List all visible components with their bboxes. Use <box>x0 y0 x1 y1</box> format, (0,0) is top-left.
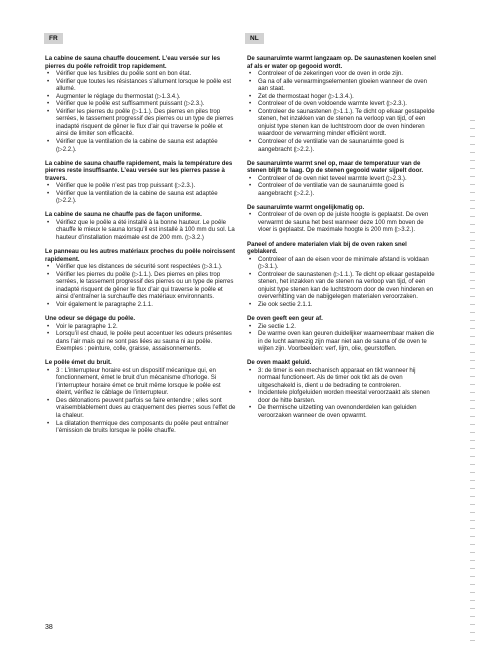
troubleshooting-section <box>247 160 438 198</box>
list-item: • Vérifier que toutes les résistances s’allument lorsque le poêle est allumé. <box>45 78 236 93</box>
page-number: 38 <box>45 624 53 631</box>
section-heading: De oven maakt geluid. <box>247 359 312 367</box>
list-item: • De warme oven kan geuren duidelijker waarneembaar maken die in de lucht aanwezig zijn maar niet aan de sauna of de oven te wijten zijn. Voorbeelden: verf, lijm, olie, geurstoffen. <box>247 330 438 353</box>
list-item: • Vérifier les pierres du poêle (▷1.1.). Des pierres en piles trop serrées, le tassement progressif des pierres ou un type de pierres inadapté risquent de gêner le flux d’air qui traverse le poêle et ainsi d’entraîner la surchauffe des matériaux environnants. <box>45 271 236 301</box>
list-item: • Vérifier que la ventilation de la cabine de sauna est adaptée (▷2.2.). <box>45 138 236 153</box>
list-item: • La dilatation thermique des composants du poêle peut entraîner l’émission de bruits lorsque le poêle chauffe. <box>45 420 236 435</box>
troubleshooting-section <box>247 241 438 309</box>
list-item: • Controleer of aan de eisen voor de minimale afstand is voldaan (▷3.1.). <box>247 256 438 271</box>
edge-crop-marks <box>468 0 478 663</box>
column-french <box>45 55 236 441</box>
bullet-list <box>45 219 236 242</box>
troubleshooting-section <box>45 160 236 205</box>
language-tab-fr: FR <box>44 33 63 44</box>
list-item: • Controleer de saunastenen (▷1.1.). Te dicht op elkaar gestapelde stenen, het inzakken van de stenen na verloop van tijd, of een onjuist type stenen kan de luchtstroom door de oven hinderen waardoor de verwarming minder efficiënt wordt. <box>247 108 438 138</box>
list-item: • Controleer of de zekeringen voor de oven in orde zijn. <box>247 70 438 78</box>
troubleshooting-section <box>45 211 236 241</box>
list-item: • 3 : L’interrupteur horaire est un dispositif mécanique qui, en fonctionnement, émet le bruit d’un mécanisme d’horloge. Si l’interrupteur horaire émet ce bruit même lorsque le poêle est éteint, vérifiez le câblage de l’interrupteur. <box>45 367 236 397</box>
section-heading: De saunaruimte warmt snel op, maar de temperatuur van de stenen blijft te laag. Op de stenen gegooid water sijpelt door. <box>247 159 424 175</box>
troubleshooting-section <box>247 55 438 153</box>
troubleshooting-section <box>45 359 236 434</box>
section-heading: De saunaruimte warmt langzaam op. De saunastenen koelen snel af als er water op gegooid wordt. <box>247 55 436 70</box>
section-heading: Une odeur se dégage du poêle. <box>45 314 136 322</box>
troubleshooting-section <box>247 204 438 234</box>
list-item: • Controleer of de ventilatie van de saunaruimte goed is aangebracht (▷2.2.). <box>247 182 438 197</box>
list-item: • Controleer de saunastenen (▷1.1.). Te dicht op elkaar gestapelde stenen, het inzakken van de stenen na verloop van tijd, of een onjuist type stenen kan de luchtstroom door de oven hinderen en oververhitting van de nabijgelegen materialen veroorzaken. <box>247 271 438 301</box>
bullet-list <box>247 211 438 234</box>
troubleshooting-section <box>45 315 236 353</box>
section-heading: La cabine de sauna chauffe doucement. L’eau versée sur les pierres du poêle refroidit trop rapidement. <box>45 55 221 70</box>
list-item: • Vérifier que les fusibles du poêle sont en bon état. <box>45 70 236 78</box>
section-heading: La cabine de sauna chauffe rapidement, mais la température des pierres reste insuffisante. L’eau versée sur les pierres passe à travers. <box>45 159 233 182</box>
section-heading: Paneel of andere materialen vlak bij de oven raken snel geblakerd. <box>247 240 407 256</box>
troubleshooting-section <box>247 359 438 419</box>
list-item: • Zie sectie 1.2. <box>247 323 438 331</box>
list-item: • Voir le paragraphe 1.2. <box>45 323 236 331</box>
troubleshooting-section <box>247 315 438 353</box>
bullet-list <box>247 175 438 198</box>
language-tab-nl: NL <box>245 33 264 44</box>
list-item: • Vérifiez que le poêle a été installé à la bonne hauteur. Le poêle chauffe le mieux le sauna lorsqu’il est installé à 100 mm du sol. La hauteur d’installation maximale est de 200 mm. (▷3.2.) <box>45 219 236 242</box>
list-item: • Des détonations peuvent parfois se faire entendre ; elles sont vraisemblablement dues au craquement des pierres sous l’effet de la chaleur. <box>45 397 236 420</box>
column-dutch <box>247 55 438 426</box>
list-item: • De thermische uitzetting van ovenonderdelen kan geluiden veroorzaken wanneer de oven opwarmt. <box>247 404 438 419</box>
list-item: • Controleer of de oven op de juiste hoogte is geplaatst. De oven verwarmt de sauna het best wanneer deze 100 mm boven de vloer is geplaatst. De maximale hoogte is 200 mm (▷3.2.). <box>247 211 438 234</box>
list-item: • Zet de thermostaat hoger (▷1.3.4.). <box>247 93 438 101</box>
list-item: • Augmenter le réglage du thermostat (▷1.3.4.). <box>45 93 236 101</box>
bullet-list <box>45 182 236 205</box>
section-heading: Le poêle émet du bruit. <box>45 359 112 367</box>
section-heading: De oven geeft een geur af. <box>247 314 323 322</box>
list-item: • Controleer of de oven voldoende warmte levert (▷2.3.). <box>247 100 438 108</box>
bullet-list <box>247 70 438 153</box>
list-item: • Voir également le paragraphe 2.1.1. <box>45 301 236 309</box>
list-item: • Lorsqu’il est chaud, le poêle peut accentuer les odeurs présentes dans l’air mais qui ne sont pas liées au sauna ni au poêle. Exemples : peinture, colle, graisse, assaisonnements. <box>45 330 236 353</box>
list-item: • Vérifier les pierres du poêle (▷1.1.). Des pierres en piles trop serrées, le tassement progressif des pierres ou un type de pierres inadapté risquent de gêner le flux d’air qui traverse le poêle et ainsi de limiter son efficacité. <box>45 108 236 138</box>
section-heading: Le panneau ou les autres matériaux proches du poêle noircissent rapidement. <box>45 248 235 263</box>
list-item: • Controleer of de oven niet teveel warmte levert (▷2.3.). <box>247 175 438 183</box>
bullet-list <box>45 323 236 353</box>
list-item: • Zie ook sectie 2.1.1. <box>247 301 438 309</box>
list-item: • Controleer of de ventilatie van de saunaruimte goed is aangebracht (▷2.2.). <box>247 138 438 153</box>
list-item: • 3: de timer is een mechanisch apparaat en tikt wanneer hij normaal functioneert. Als de timer ook tikt als de oven uitgeschakeld is, dient u de bedrading te controleren. <box>247 367 438 390</box>
bullet-list <box>247 323 438 353</box>
bullet-list <box>247 256 438 309</box>
list-item: • Incidentele plofgeluiden worden meestal veroorzaakt als stenen door de hitte barsten. <box>247 389 438 404</box>
troubleshooting-section <box>45 248 236 308</box>
list-item: • Ga na of alle verwarmingselementen gloeien wanneer de oven aan staat. <box>247 78 438 93</box>
bullet-list <box>45 263 236 308</box>
troubleshooting-section <box>45 55 236 153</box>
list-item: • Vérifier que la ventilation de la cabine de sauna est adaptée (▷2.2.). <box>45 190 236 205</box>
section-heading: La cabine de sauna ne chauffe pas de façon uniforme. <box>45 211 202 219</box>
section-heading: De saunaruimte warmt ongelijkmatig op. <box>247 203 365 211</box>
bullet-list <box>45 367 236 435</box>
list-item: • Vérifier que le poêle n’est pas trop puissant (▷2.3.). <box>45 182 236 190</box>
bullet-list <box>247 367 438 420</box>
list-item: • Vérifier que le poêle est suffisamment puissant (▷2.3.). <box>45 100 236 108</box>
bullet-list <box>45 70 236 153</box>
list-item: • Vérifier que les distances de sécurité sont respectées (▷3.1.). <box>45 263 236 271</box>
